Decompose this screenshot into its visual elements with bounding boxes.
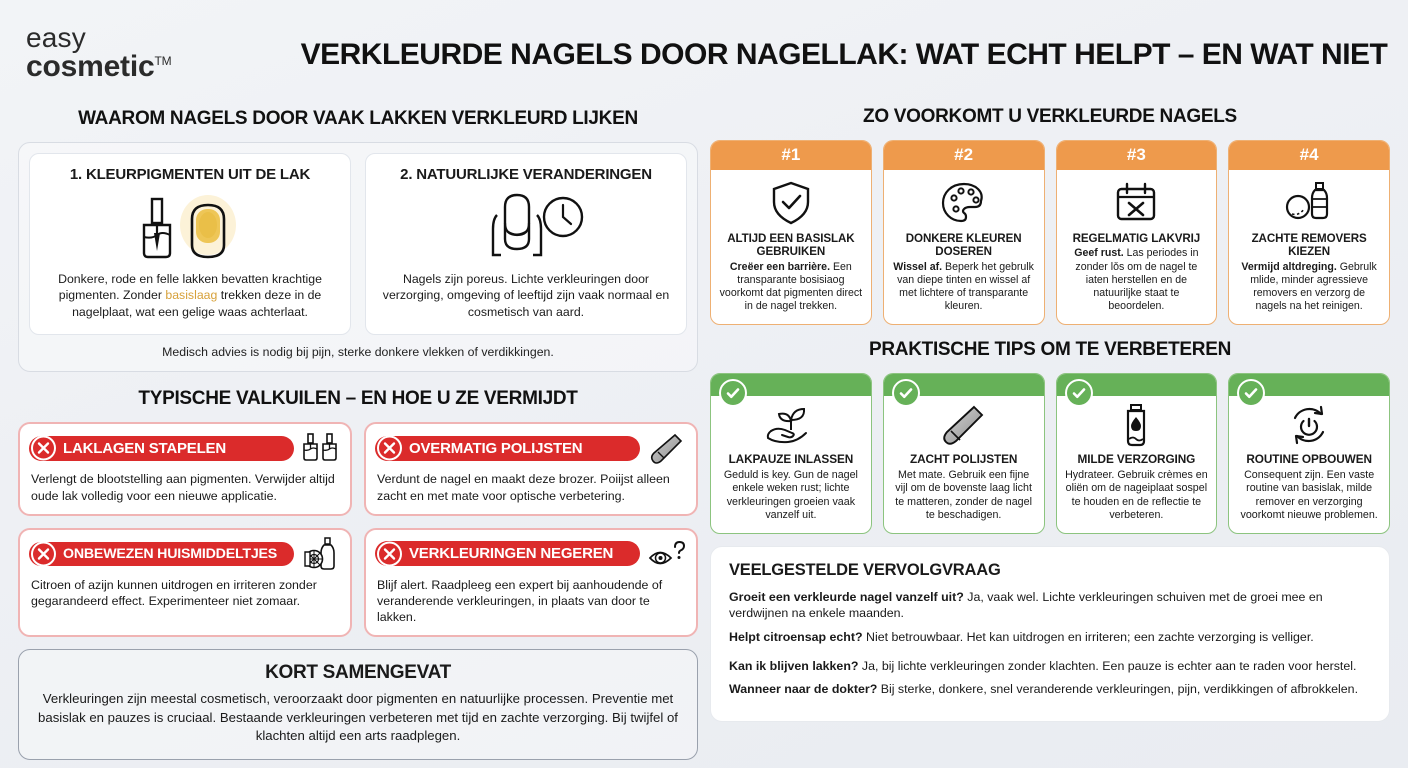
prevention-4-text: Vermijd altdreging. Gebrulk mlide, minder agressieve removers en verzorg de nagels na het reinigen. xyxy=(1241,260,1377,313)
tip-1-body xyxy=(711,396,871,533)
faq-panel xyxy=(710,546,1390,723)
check-circle-icon xyxy=(719,379,747,407)
tip-card-3 xyxy=(1056,373,1218,534)
content-columns xyxy=(0,104,1408,760)
faq-item-1 xyxy=(729,589,1371,622)
tip-3-text: Hydrateer. Gebruik crèmes en oliën om de nageiplaat sospel te houden en de reflectie te verbeteren. xyxy=(1065,468,1208,522)
prevention-2-body xyxy=(884,170,1044,324)
faq-question-1: Groeit een verkleurde nagel vanzelf uit? xyxy=(729,589,964,604)
tip-card-4 xyxy=(1228,373,1390,534)
causes-panel xyxy=(18,142,698,372)
faq-answer-4: Bij sterke, donkere, snel veranderende verkleuringen, pijn, verdikkingen of afbrokkelen. xyxy=(877,682,1359,697)
brand-line-2: cosmetic™ xyxy=(26,50,172,83)
pitfall-3-text: Citroen of azijn kunnen uitdrogen en irriteren zonder gegarandeerd effect. Experimenteer niet zomaar. xyxy=(31,577,317,608)
summary-title: KORT SAMENGEVAT xyxy=(265,662,451,684)
tip-4-heading: ROUTINE OPBOUWEN xyxy=(1246,451,1372,466)
nail-polish-bottle-and-yellow-nail-icon xyxy=(44,189,336,265)
prevention-1-heading: ALTIJD EEN BASISLAK GEBRUIKEN xyxy=(727,232,855,259)
right-column xyxy=(710,104,1390,760)
prevention-section-title: ZO VOORKOMT U VERKLEURDE NAGELS xyxy=(863,106,1237,127)
faq-answer-3: Ja, bij lichte verkleuringen zonder klachten. Een pauze is echter aan te raden voor herstel. xyxy=(858,658,1357,673)
cream-tube-icon xyxy=(1065,402,1209,450)
x-circle-icon xyxy=(377,436,402,461)
cause-1-highlight: basislaag xyxy=(165,288,218,303)
shield-check-icon xyxy=(719,178,863,228)
pitfall-2-label: OVERMATIG POLIJSTEN xyxy=(375,436,640,461)
prevention-3-text: Geef rust. Las periodes in zonder lǒs om de nagel te iaten herstellen en de natuuriljke staat te beoordelen. xyxy=(1074,247,1199,313)
prevention-4-number: #4 xyxy=(1229,141,1389,170)
cause-card-2 xyxy=(365,153,687,335)
cause-card-1 xyxy=(29,153,351,335)
prevention-2-text: Wissel af. Beperk het gebrulk van diepe tinten en wissel af met lichtere of transparante kleuren. xyxy=(893,260,1034,313)
pitfall-1-header xyxy=(29,431,341,465)
tip-card-2 xyxy=(883,373,1045,534)
prevention-1-number: #1 xyxy=(711,141,871,170)
finger-nail-and-clock-icon xyxy=(380,189,672,265)
tip-2-body xyxy=(884,396,1044,533)
tip-2-heading: ZACHT POLIJSTEN xyxy=(909,451,1018,466)
check-circle-icon xyxy=(892,379,920,407)
left-column xyxy=(18,104,698,760)
pitfall-1-label: LAKLAGEN STAPELEN xyxy=(29,436,294,461)
prevention-3-number: #3 xyxy=(1057,141,1217,170)
prevention-2-heading: DONKERE KLEUREN DOSEREN xyxy=(905,232,1022,259)
check-circle-icon xyxy=(1065,379,1093,407)
tip-1-heading: LAKPAUZE INLASSEN xyxy=(728,451,854,466)
tip-3-body xyxy=(1057,396,1217,533)
pitfall-card-2 xyxy=(364,422,698,515)
check-circle-icon xyxy=(1237,379,1265,407)
pitfall-3-header xyxy=(29,537,341,571)
summary-text: Verkleuringen zijn meestal cosmetisch, veroorzaakt door pigmenten en natuurlijke processen. Preventie met basislak en pauzes is cruciaal. Bestaande verkleuringen verbeteren met tijd en zachte verzorging. Bij twijfel of klachten altijd een arts raadplegen. xyxy=(38,691,678,743)
sprout-in-hand-icon xyxy=(719,402,863,450)
routine-refresh-icon xyxy=(1237,402,1381,450)
faq-answer-2: Niet betrouwbaar. Het kan uitdrogen en irriteren; een zachte verzorging is velliger. xyxy=(862,630,1314,644)
nail-file-icon xyxy=(647,431,687,465)
pitfall-card-1 xyxy=(18,422,352,515)
pitfall-card-3 xyxy=(18,528,352,637)
pitfall-card-4 xyxy=(364,528,698,637)
pitfall-4-text: Blijf alert. Raadpleeg een expert bij aanhoudende of veranderende verkleuringen, in plaats van door te lakken. xyxy=(377,577,663,624)
tips-grid xyxy=(710,373,1390,534)
summary-panel xyxy=(18,649,698,760)
cause-1-text: Donkere, rode en felle lakken bevatten krachtige pigmenten. Zonder basislaag trekken deze in de nagelplaat, wat een gelige waas achterlaat. xyxy=(58,272,322,319)
pitfall-4-label: VERKLEURINGEN NEGEREN xyxy=(375,541,640,566)
eye-question-mark-icon xyxy=(647,537,687,571)
lemon-and-vinegar-bottle-icon xyxy=(301,537,341,571)
causes-section-title: WAAROM NAGELS DOOR VAAK LAKKEN VERKLEURD LIJKEN xyxy=(78,108,638,129)
tip-4-text: Consequent zijn. Een vaste routine van basislak, milde remover en verzorging voorkomt nieuwe problemen. xyxy=(1240,468,1378,522)
prevention-2-number: #2 xyxy=(884,141,1044,170)
faq-question-2: Helpt citroensap echt? xyxy=(729,630,863,644)
cause-2-heading: 2. NATUURLIJKE VERANDERINGEN xyxy=(400,166,652,183)
prevention-card-3 xyxy=(1056,140,1218,325)
prevention-grid xyxy=(710,140,1390,325)
faq-title: VEELGESTELDE VERVOLGVRAAG xyxy=(729,560,1001,579)
causes-row xyxy=(29,153,687,335)
faq-item-3 xyxy=(729,658,1371,675)
faq-answer-1: Ja, vaak wel. Lichte verkleuringen schuiven met de groei mee en verdwijnen na enkele maanden. xyxy=(729,589,1323,621)
calendar-x-icon xyxy=(1065,178,1209,228)
prevention-3-heading: REGELMATIG LAKVRIJ xyxy=(1072,232,1201,245)
faq-question-3: Kan ik blijven lakken? xyxy=(729,658,859,673)
cause-1-heading: 1. KLEURPIGMENTEN UIT DE LAK xyxy=(69,166,311,183)
causes-note: Medisch advies is nodig bij pijn, sterke donkere vlekken of verdikkingen. xyxy=(162,345,554,360)
pitfall-4-header xyxy=(375,537,687,571)
pitfall-1-text: Verlengt de blootstelling aan pigmenten. Verwijder altijd oude lak volledig voor een nieuwe applicatie. xyxy=(31,472,335,503)
pitfall-2-text: Verdunt de nagel en maakt deze brozer. Poiijst alleen zacht en met mate voor optische verbetering. xyxy=(377,472,670,503)
brand-logo xyxy=(26,24,171,82)
prevention-4-heading: ZACHTE REMOVERS KIEZEN xyxy=(1251,232,1367,259)
paint-palette-icon xyxy=(892,178,1036,228)
faq-question-4: Wanneer naar de dokter? xyxy=(729,682,878,697)
x-circle-icon xyxy=(31,436,56,461)
pitfall-3-label: ONBEWEZEN HUISMIDDELTJES xyxy=(29,542,294,566)
two-polish-bottles-icon xyxy=(301,431,341,465)
brand-line-1: easy xyxy=(26,22,86,53)
nail-file-icon xyxy=(892,402,1036,450)
pitfall-2-header xyxy=(375,431,687,465)
prevention-4-body xyxy=(1229,170,1389,324)
tip-2-text: Met mate. Gebruik een fijne vijl om de bovenste laag licht te matteren, zonder de nagel te beschadigen. xyxy=(895,468,1032,522)
header xyxy=(0,0,1408,104)
prevention-card-1 xyxy=(710,140,872,325)
faq-item-4 xyxy=(729,681,1371,698)
tip-card-1 xyxy=(710,373,872,534)
tip-3-heading: MILDE VERZORGING xyxy=(1077,451,1196,466)
tip-1-text: Geduld is key. Gun de nagel enkele weken rust; lichte verkleuringen groeien vaak vanzelf uit. xyxy=(723,468,858,522)
prevention-3-body xyxy=(1057,170,1217,324)
prevention-card-2 xyxy=(883,140,1045,325)
page-title: VERKLEURDE NAGELS DOOR NAGELLAK: WAT ECHT HELPT – EN WAT NIET xyxy=(300,38,1388,71)
pitfalls-section-title: TYPISCHE VALKUILEN – EN HOE U ZE VERMIJDT xyxy=(138,388,578,410)
prevention-card-4 xyxy=(1228,140,1390,325)
cause-2-text: Nagels zijn poreus. Lichte verkleuringen door verzorging, omgeving of leeftijd zijn vaak normaal en cosmetisch van aard. xyxy=(382,272,670,319)
cotton-pad-and-remover-bottle-icon xyxy=(1237,178,1381,228)
faq-item-2 xyxy=(729,629,1371,646)
prevention-1-body xyxy=(711,170,871,324)
tips-section-title: PRAKTISCHE TIPS OM TE VERBETEREN xyxy=(869,338,1231,360)
trademark-mark: TM xyxy=(154,54,172,68)
x-circle-icon xyxy=(31,541,56,566)
x-circle-icon xyxy=(377,541,402,566)
prevention-1-text: Creëer een barrière. Een transparante bosisiaog voorkomt dat pigmenten direct in de nagel trekken. xyxy=(719,260,863,313)
pitfalls-grid xyxy=(18,422,698,637)
tip-4-body xyxy=(1229,396,1389,533)
